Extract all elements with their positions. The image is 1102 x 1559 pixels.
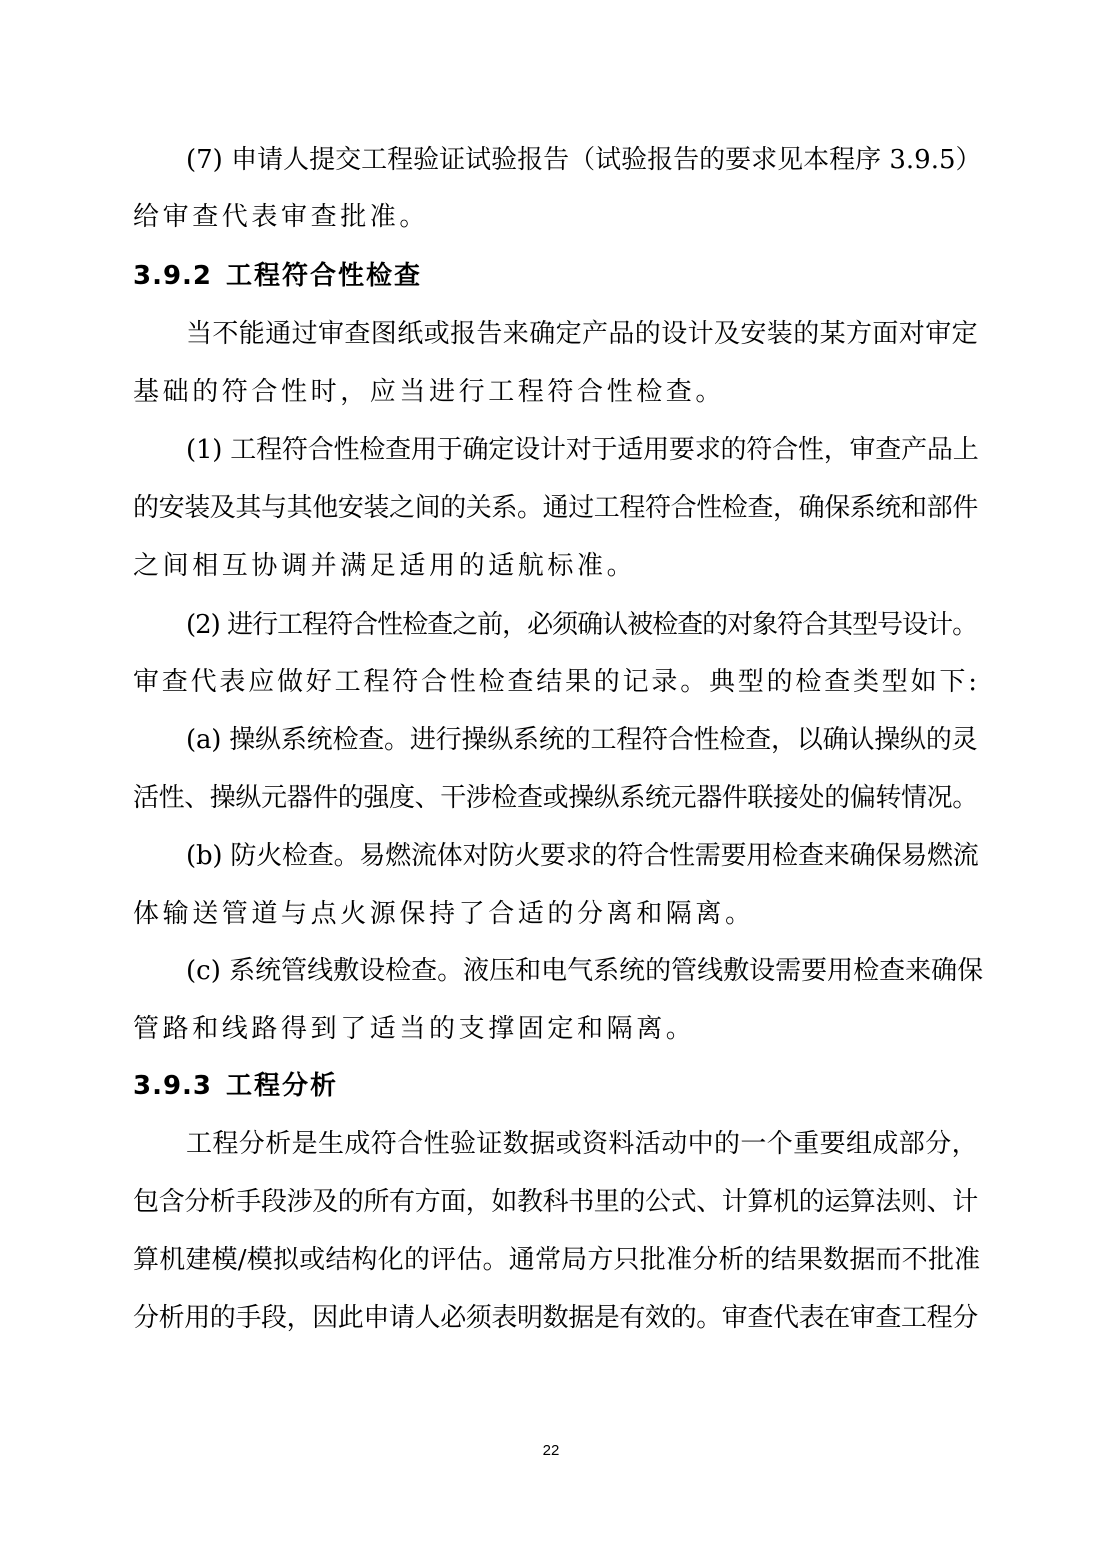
paragraph-line: 分析用的手段，因此申请人必须表明数据是有效的。审查代表在审查工程分 [133, 1303, 978, 1333]
paragraph-line: 算机建模/模拟或结构化的评估。通常局方只批准分析的结果数据而不批准 [133, 1245, 981, 1275]
section-heading-3-9-3 [133, 1066, 338, 1106]
paragraph-line: 的安装及其与其他安装之间的关系。通过工程符合性检查，确保系统和部件 [133, 493, 978, 523]
paragraph-line: 基础的符合性时，应当进行工程符合性检查。 [133, 377, 726, 407]
paragraph-line: (1) 工程符合性检查用于确定设计对于适用要求的符合性，审查产品上 [186, 435, 979, 465]
section-title: 工程符合性检查 [226, 261, 423, 291]
paragraph-line: 包含分析手段涉及的所有方面，如教科书里的公式、计算机的运算法则、计 [133, 1187, 978, 1217]
section-heading-3-9-2 [133, 256, 422, 296]
paragraph-line: (c) 系统管线敷设检查。液压和电气系统的管线敷设需要用检查来确保 [186, 956, 984, 986]
paragraph-line: 给审查代表审查批准。 [133, 202, 430, 232]
paragraph-line: (7) 申请人提交工程验证试验报告（试验报告的要求见本程序 3.9.5） [186, 145, 982, 175]
paragraph-line: 工程分析是生成符合性验证数据或资料活动中的一个重要组成部分， [186, 1129, 979, 1159]
paragraph-line: (2) 进行工程符合性检查之前，必须确认被检查的对象符合其型号设计。 [186, 610, 978, 640]
paragraph-line: 体输送管道与点火源保持了合适的分离和隔离。 [133, 899, 755, 929]
page-number: 22 [542, 1442, 560, 1459]
paragraph-line: (b) 防火检查。易燃流体对防火要求的符合性需要用检查来确保易燃流 [186, 841, 979, 871]
paragraph-line: 审查代表应做好工程符合性检查结果的记录。典型的检查类型如下: [133, 667, 980, 697]
section-number: 3.9.3 [133, 1071, 213, 1101]
section-number: 3.9.2 [133, 261, 213, 291]
paragraph-line: (a) 操纵系统检查。进行操纵系统的工程符合性检查，以确认操纵的灵 [186, 725, 978, 755]
paragraph-line: 之间相互协调并满足适用的适航标准。 [133, 551, 637, 581]
paragraph-line: 当不能通过审查图纸或报告来确定产品的设计及安装的某方面对审定 [186, 319, 979, 349]
section-title: 工程分析 [226, 1071, 339, 1101]
paragraph-line: 活性、操纵元器件的强度、干涉检查或操纵系统元器件联接处的偏转情况。 [133, 783, 978, 813]
paragraph-line: 管路和线路得到了适当的支撑固定和隔离。 [133, 1014, 696, 1044]
